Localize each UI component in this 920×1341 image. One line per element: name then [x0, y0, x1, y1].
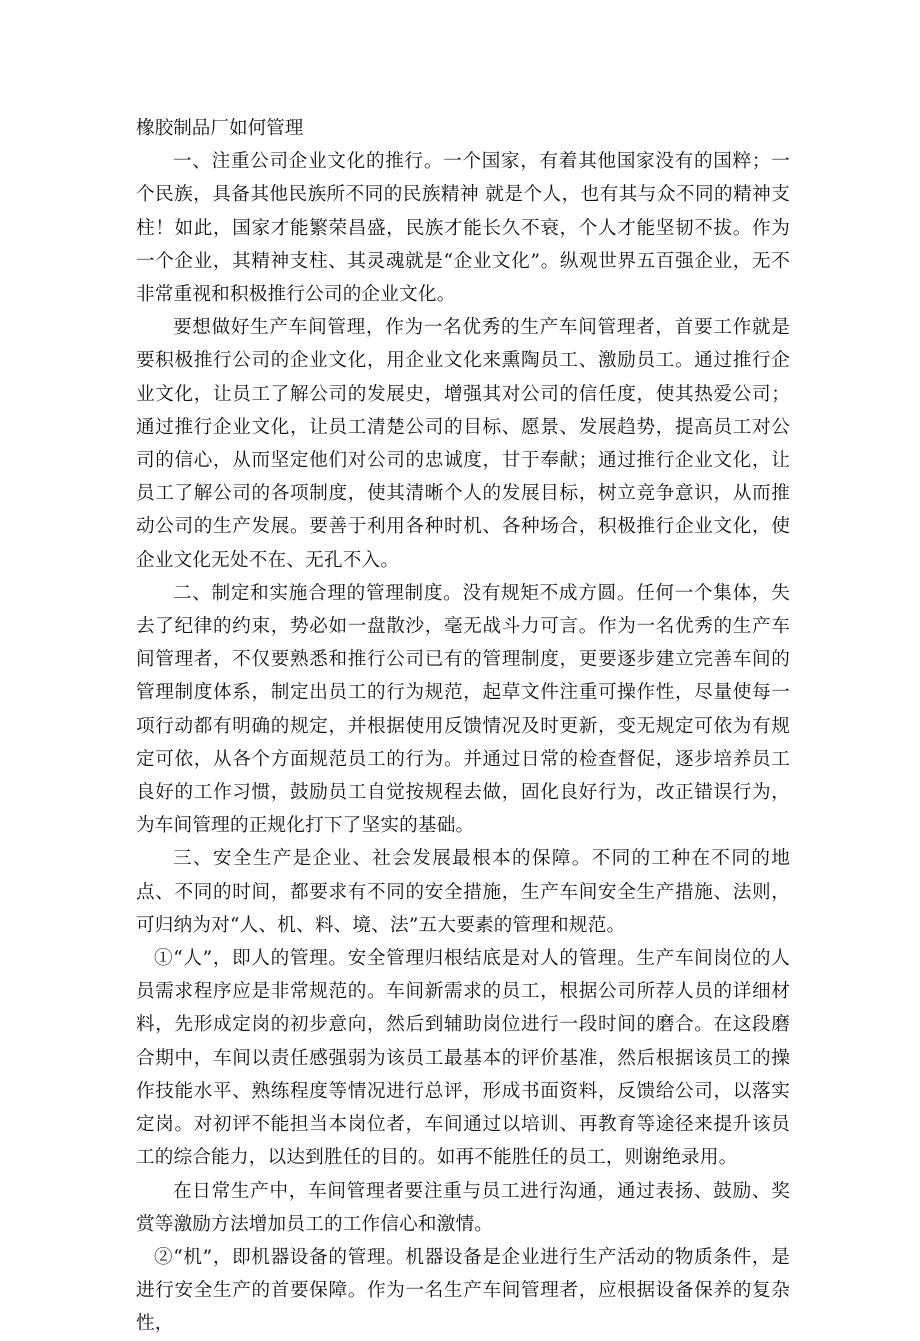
paragraph-culture: 一、注重公司企业文化的推行。一个国家，有着其他国家没有的国粹；一个民族，具备其他民族所不同的民族精神 就是个人，也有其与众不同的精神支柱！如此，国家才能繁荣昌盛，民族才能长久不衰，个人才能坚韧不拔。作为一个企业，其精神支柱、其灵魂就是“企业文化”。纵观世界五百强企业，无不非常重视和积极推行公司的企业文化。: [136, 151, 790, 306]
paragraph-communication: 在日常生产中，车间管理者要注重与员工进行沟通，通过表扬、鼓励、奖赏等激励方法增加员工的工作信心和激情。: [136, 1180, 790, 1235]
paragraph-culture-detail: 要想做好生产车间管理，作为一名优秀的生产车间管理者，首要工作就是要积极推行公司的企业文化，用企业文化来熏陶员工、激励员工。通过推行企业文化，让员工了解公司的发展史，增强其对公司的信任度，使其热爱公司；通过推行企业文化，让员工清楚公司的目标、愿景、发展趋势，提高员工对公司的信心，从而坚定他们对公司的忠诚度，甘于奉献；通过推行企业文化，让员工了解公司的各项制度，使其清晰个人的发展目标，树立竞争意识，从而推动公司的生产发展。要善于利用各种时机、各种场合，积极推行企业文化，使企业文化无处不在、无孔不入。: [136, 317, 790, 571]
paragraph-rules: 二、制定和实施合理的管理制度。没有规矩不成方圆。任何一个集体，失去了纪律的约束，势必如一盘散沙，毫无战斗力可言。作为一名优秀的生产车间管理者，不仅要熟悉和推行公司已有的管理制度，更要逐步建立完善车间的管理制度体系，制定出员工的行为规范，起草文件注重可操作性，尽量使每一项行动都有明确的规定，并根据使用反馈情况及时更新，变无规定可依为有规定可依，从各个方面规范员工的行为。并通过日常的检查督促，逐步培养员工良好的工作习惯，鼓励员工自觉按规程去做，固化良好行为，改正错误行为，为车间管理的正规化打下了坚实的基础。: [136, 582, 790, 837]
paragraph-people: ①“人”，即人的管理。安全管理归根结底是对人的管理。生产车间岗位的人员需求程序应是非常规范的。车间新需求的员工，根据公司所荐人员的详细材料，先形成定岗的初步意向，然后到辅助岗位进行一段时间的磨合。在这段磨合期中，车间以责任感强弱为该员工最基本的评价基准，然后根据该员工的操作技能水平、熟练程度等情况进行总评，形成书面资料，反馈给公司，以落实定岗。对初评不能担当本岗位者，车间通过以培训、再教育等途径来提升该员工的综合能力，以达到胜任的目的。如再不能胜任的员工，则谢绝录用。: [136, 948, 790, 1169]
document-page: [136, 112, 790, 1341]
paragraph-machines: ②“机”，即机器设备的管理。机器设备是企业进行生产活动的物质条件，是进行安全生产的首要保障。作为一名生产车间管理者，应根据设备保养的复杂性，: [136, 1246, 790, 1335]
paragraph-safety: 三、安全生产是企业、社会发展最根本的保障。不同的工种在不同的地点、不同的时间，都要求有不同的安全措施，生产车间安全生产措施、法则，可归纳为对“人、机、料、境、法”五大要素的管理和规范。: [136, 848, 790, 936]
document-title: 橡胶制品厂如何管理: [136, 118, 304, 139]
